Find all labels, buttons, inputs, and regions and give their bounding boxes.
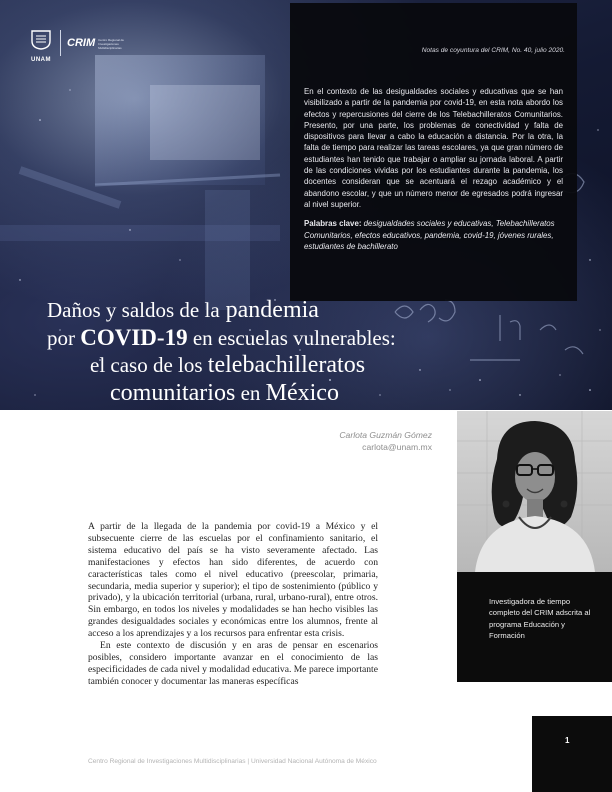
- page-number: 1: [565, 736, 570, 745]
- unam-shield-icon: [30, 30, 52, 50]
- title-segment: comunitarios: [110, 380, 236, 406]
- author-caption: Investigadora de tiempo completo del CRIM adscrita al programa Educación y Formación: [489, 597, 591, 641]
- crim-wordmark: CRIM: [67, 37, 96, 49]
- title-segment-covid: COVID-19: [80, 325, 188, 350]
- title-segment: telebachilleratos: [207, 352, 366, 378]
- unam-logo: [28, 30, 54, 63]
- title-segment: pandemia: [219, 297, 319, 323]
- author-caption-box: [457, 572, 612, 682]
- author-photo: [457, 411, 612, 572]
- keywords: [304, 218, 563, 252]
- author-portrait-image: [457, 411, 612, 572]
- crim-subtitle: Centro Regional de Investigaciones Multidisciplinarias: [98, 38, 124, 50]
- title-line-4: [110, 381, 339, 405]
- title-segment: el caso de los: [90, 353, 208, 377]
- title-segment: Daños y saldos de la: [47, 298, 220, 322]
- title-line-2: [47, 326, 396, 350]
- abstract-text: En el contexto de las desigualdades sociales y educativas que se han visibilizado a partir de la pandemia por covid-19, en esta nota abordo los efectos y repercusiones del cierre de los Telebachilleratos Comunitarios. Presento, por una parte, los problemas de conectividad y falta de dispositivos para llevar a cabo la educación a distancia. Por la otra, la falta de tiempo para realizar las tareas escolares, ya que gran número de estudiantes han tenido que trabajar o ampliar su jornada laboral. A partir de las condiciones vividas por los estudiantes durante la pandemia, los docentes consideran que se acentuará el rezago académico y el abandono escolar, y que un número menor de egresados podrá ingresar al nivel superior.: [304, 87, 563, 209]
- unam-wordmark: UNAM: [31, 57, 51, 63]
- page-number-box: [532, 716, 612, 792]
- logo-group: [28, 30, 132, 63]
- issue-note: Notas de coyuntura del CRIM, No. 40, julio 2020.: [421, 47, 565, 54]
- footer-text: Centro Regional de Investigaciones Multidisciplinarias | Universidad Nacional Autónoma de México: [88, 758, 377, 765]
- body-paragraph-1: A partir de la llegada de la pandemia por covid-19 a México y el subsecuente cierre de las escuelas por el confinamiento sanitario, el sistema educativo del país se ha visto severamente afectado. Las manifestaciones y efectos han sido diferentes, de acuerdo con características tales como el nivel educativo (preescolar, primaria, secundaria, media superior y superior); el tipo de sostenimiento (público y privado), y la ubicación territorial (urbana, rural, urbano-rural), entre otros. Sin embargo, en todos los niveles y modalidades se han hecho visibles las grandes desigualdades sociales y económicas entre los alumnos, frente al acceso a los aprendizajes y a los recursos para enfrentar esta crisis.: [88, 521, 378, 640]
- article-body: [88, 521, 378, 688]
- title-line-3: [90, 353, 365, 377]
- title-segment: en: [235, 381, 266, 405]
- body-paragraph-2: En este contexto de discusión y en aras de pensar en escenarios posibles, considero importante avanzar en el conocimiento de las especificidades de cada nivel y modalidad educativa. Me parece importante también conocer y documentar las maneras específicas: [88, 640, 378, 687]
- title-segment: en escuelas vulnerables:: [187, 326, 396, 350]
- author-block: [339, 429, 432, 453]
- author-email[interactable]: carlota@unam.mx: [362, 442, 432, 452]
- title-segment: México: [265, 380, 339, 406]
- title-line-1: [47, 298, 319, 322]
- title-segment: por: [47, 326, 81, 350]
- keywords-label: Palabras clave:: [304, 219, 362, 229]
- logo-divider: [60, 30, 61, 56]
- abstract-box: [290, 3, 577, 301]
- keywords-list: desigualdades sociales y educativas, Telebachilleratos Comunitarios, efectos educativos, pandemia, covid-19, jóvenes rurales, estudiantes de bachillerato: [304, 219, 555, 251]
- author-name: Carlota Guzmán Gómez: [339, 430, 432, 440]
